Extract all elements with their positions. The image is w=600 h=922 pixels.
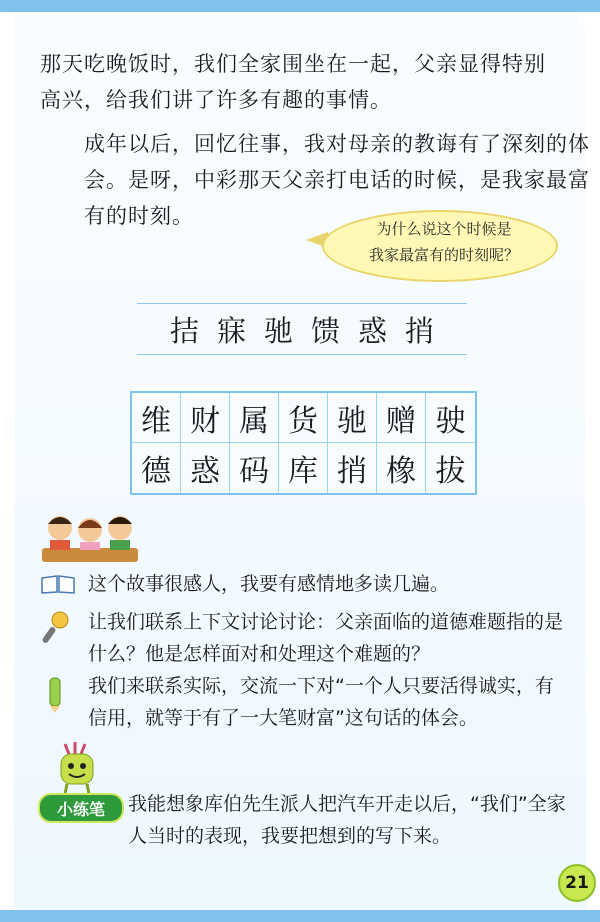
write-char: 拮 <box>169 313 199 348</box>
story-paragraph-2: 成年以后，回忆往事，我对母亲的教诲有了深刻的体会。是呀，中彩那天父亲打电话的时候，是我家最富有的时刻。 <box>84 132 590 228</box>
open-book-icon <box>40 574 76 594</box>
character-grid <box>130 391 477 495</box>
write-char: 寐 <box>216 313 246 348</box>
characters-to-write-bar <box>137 303 467 355</box>
activity-relate-to-life: 我们来联系实际，交流一下对“一个人只要活得诚实，有信用，就等于有了一大笔财富”这句话的体会。 <box>88 675 554 729</box>
grid-char: 德 <box>132 443 181 493</box>
bubble-line-2: 我家最富有的时刻呢？ <box>368 246 519 264</box>
bottom-color-band <box>0 910 600 922</box>
grid-char: 驶 <box>426 393 475 443</box>
grid-char: 库 <box>279 443 328 493</box>
grid-char: 码 <box>230 443 279 493</box>
write-char: 驰 <box>263 313 293 348</box>
grid-char: 赠 <box>377 393 426 443</box>
children-discussion-icon <box>40 510 140 565</box>
grid-char: 捎 <box>328 443 377 493</box>
page-number: 21 <box>558 864 596 902</box>
activity-read-aloud: 这个故事很感人，我要有感情地多读几遍。 <box>88 573 450 595</box>
story-paragraph-1: 那天吃晚饭时，我们全家围坐在一起，父亲显得特别高兴，给我们讲了许多有趣的事情。 <box>40 52 546 112</box>
grid-char: 驰 <box>328 393 377 443</box>
write-char: 惑 <box>358 313 388 348</box>
top-color-band <box>0 0 600 12</box>
grid-char: 拔 <box>435 454 466 489</box>
write-char: 捎 <box>405 313 435 348</box>
grid-char: 维 <box>132 393 181 443</box>
activity-discussion: 让我们联系上下文讨论讨论：父亲面临的道德难题指的是什么？他是怎样面对和处理这个难题的？ <box>88 611 564 665</box>
grid-char: 属 <box>230 393 279 443</box>
microphone-icon <box>40 610 70 646</box>
grid-char: 货 <box>279 393 328 443</box>
practice-writing-badge: 小练笔 <box>38 793 124 823</box>
grid-char: 财 <box>181 393 230 443</box>
grid-char: 惑 <box>181 443 230 493</box>
bubble-line-1: 为什么说这个时候是 <box>376 220 512 238</box>
write-char: 馈 <box>311 313 341 348</box>
speech-bubble-text <box>338 216 550 268</box>
practice-writing-text: 我能想象库伯先生派人把汽车开走以后，“我们”全家人当时的表现，我要把想到的写下来。 <box>128 793 566 847</box>
grid-char: 橡 <box>377 443 426 493</box>
pencil-mascot-icon <box>55 740 99 796</box>
pencil-icon <box>44 676 66 714</box>
